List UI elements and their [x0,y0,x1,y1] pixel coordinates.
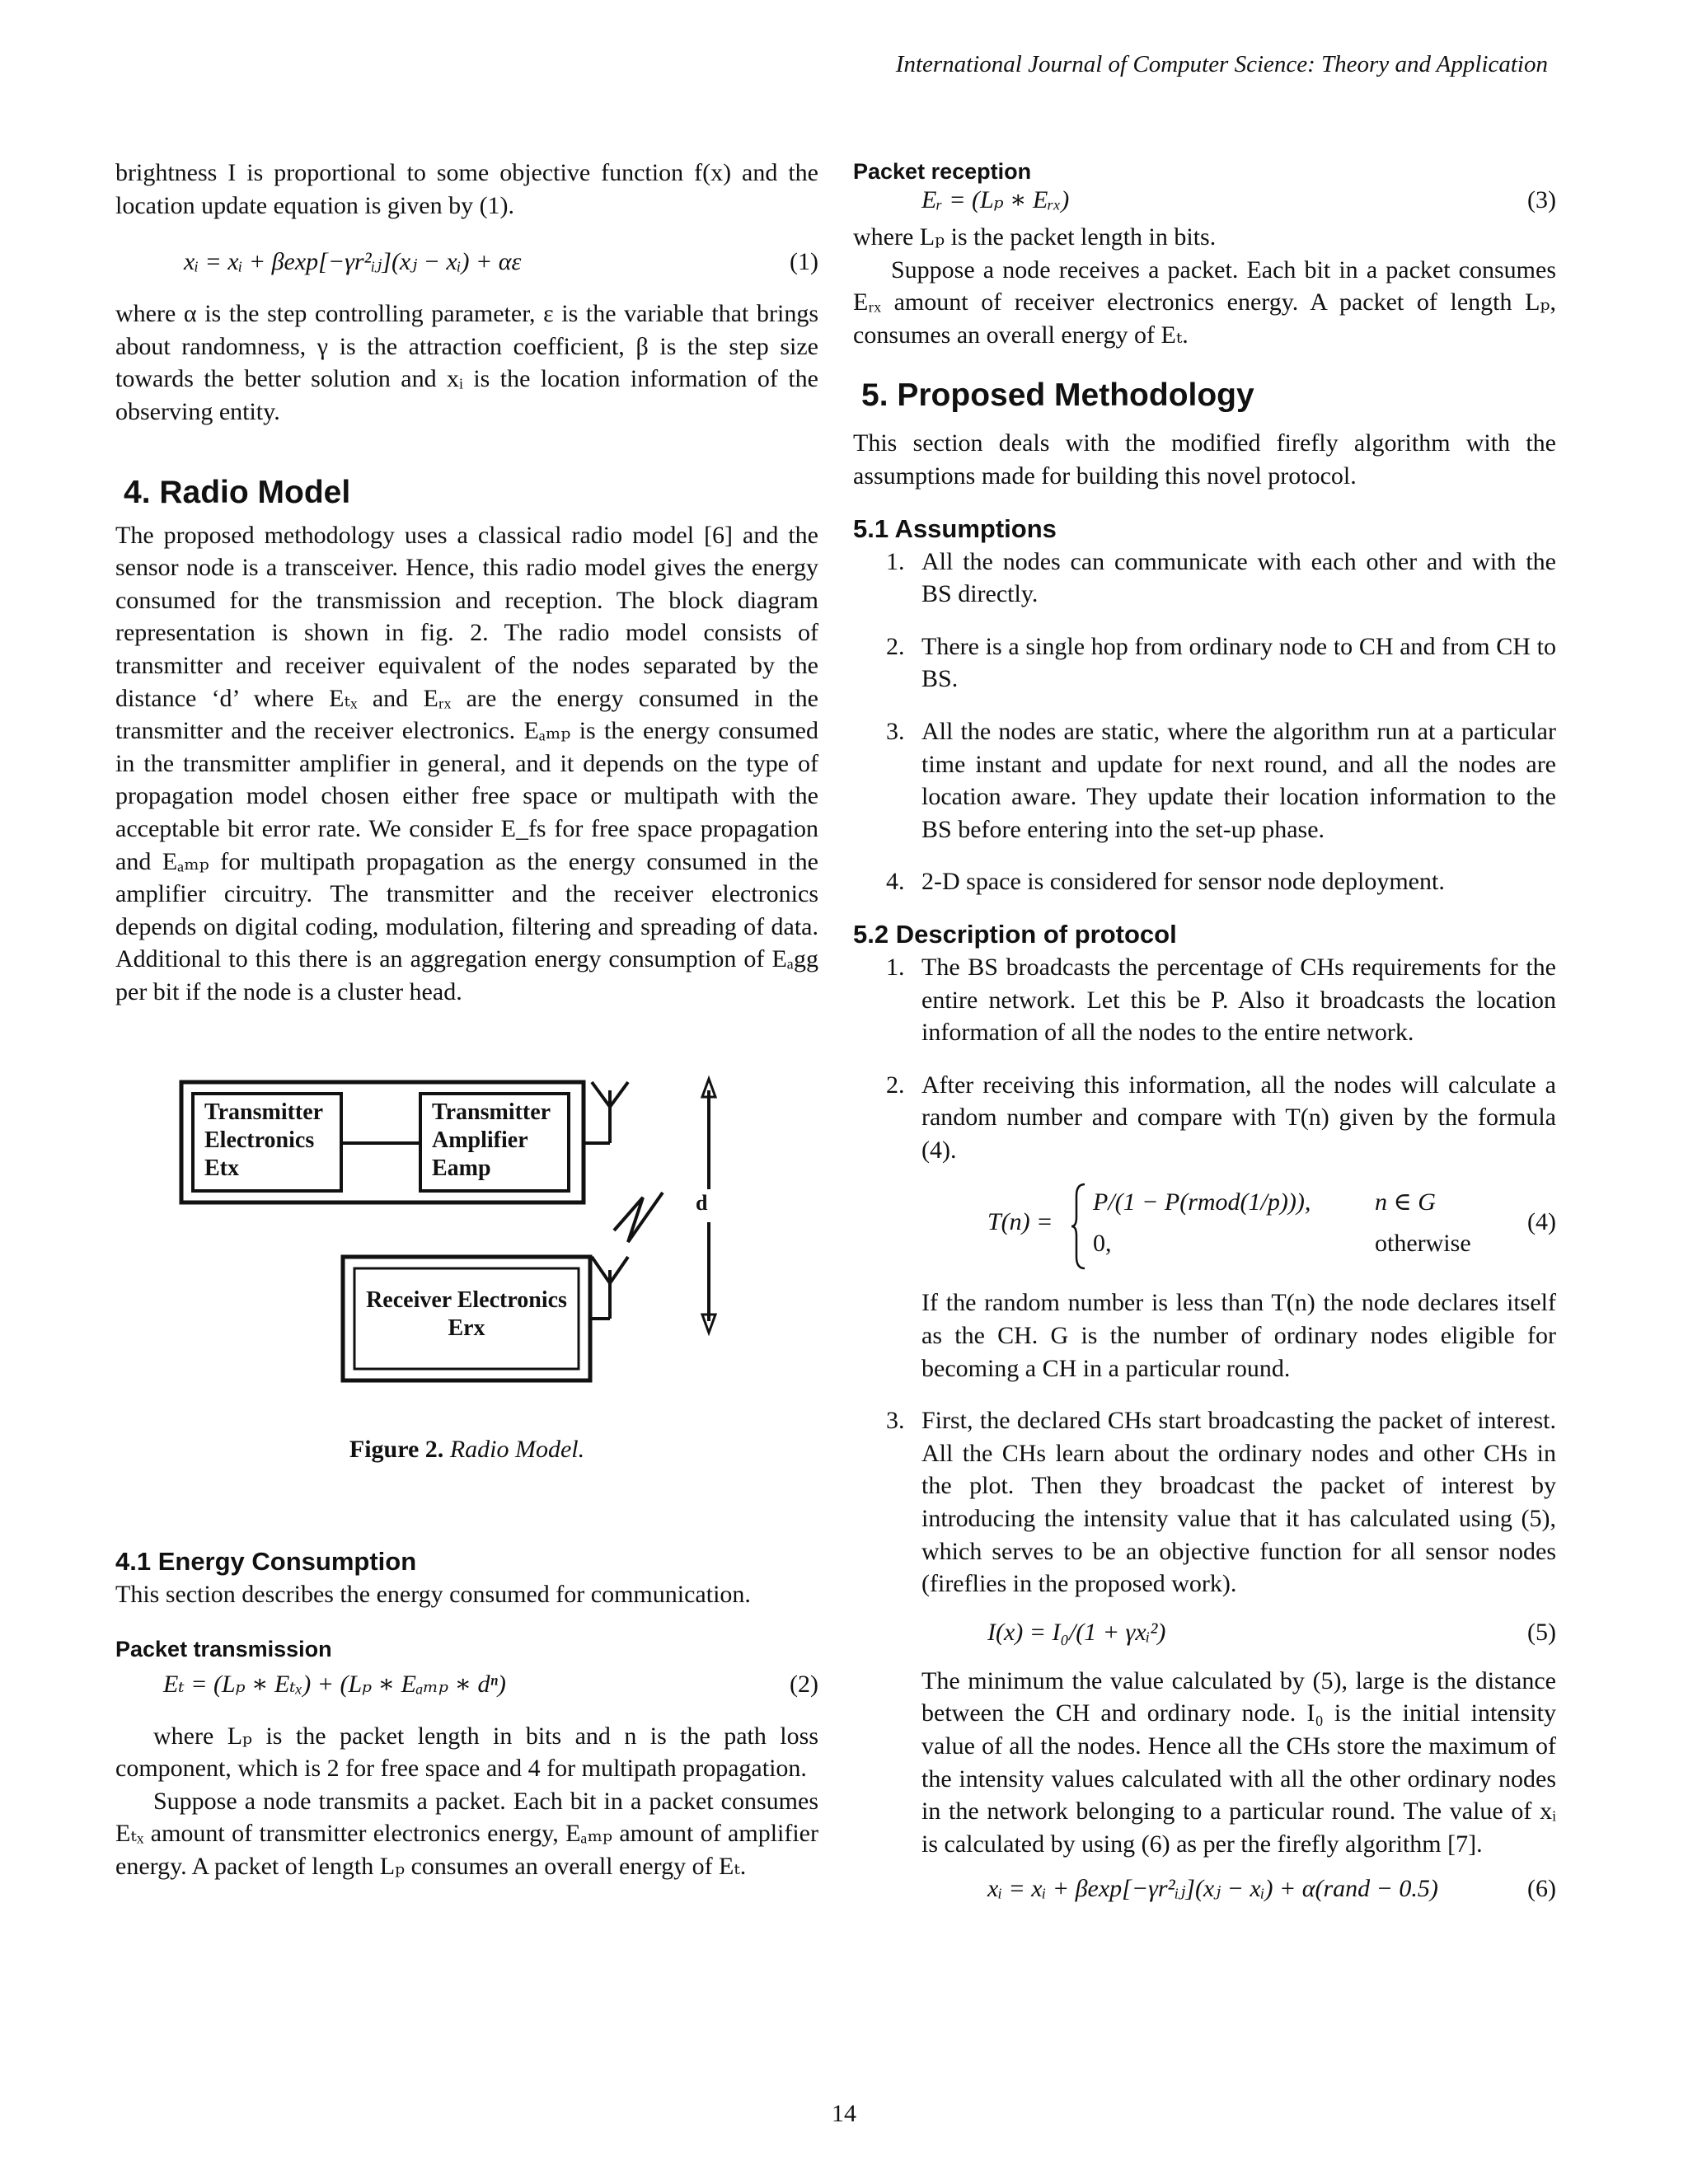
equation-1-number: (1) [790,248,818,276]
packet-transmission-title: Packet transmission [115,1636,332,1661]
equation-4-number: (4) [1527,1208,1556,1236]
figure-2-caption: Figure 2. Radio Model. [349,1436,585,1464]
equation-4-case-1: P/(1 − P(rmod(1/p))), [1093,1188,1311,1216]
paragraph-after-eq2: where Lₚ is the packet length in bits and n is the path loss component, which is 2 for free space and 4 for multipath propagation. [115,1722,818,1783]
paragraph-after-eq3: where Lₚ is the packet length in bits. [853,223,1217,251]
equation-5-number: (5) [1527,1618,1556,1646]
intro-paragraph: brightness I is proportional to some objective function f(x) and the location update equation is given by (1). [115,159,818,219]
tx-electronics-label: Transmitter Electronics Etx [204,1099,324,1182]
equation-3-body: Eᵣ = (Lₚ ∗ Eᵣₓ) [921,186,1070,213]
left-column [115,157,818,1883]
protocol-step: 1. The BS broadcasts the percentage of CHs requirements for the entire network. Let this be P. Also it broadcasts the location information of all the nodes to the entire network. [886,953,1556,1047]
equation-3-number: (3) [1527,186,1556,213]
equation-4 [921,1181,1556,1272]
page-number: 14 [832,2100,856,2127]
equation-4-brace [1071,1181,1088,1272]
assumption-item: 3. All the nodes are static, where the algorithm run at a particular time instant and update for next round, and all the nodes are location aware. They update their location information to the BS before entering into the set-up phase. [886,717,1556,843]
section-4-paragraph: The proposed methodology uses a classical radio model [6] and the sensor node is a transceiver. Hence, this radio model gives the energy consumed for the transmission and reception. The block diagram representation is shown in fig. 2. The radio model consists of transmitter and receiver equivalent of the nodes separated by the distance ‘d’ where Eₜₓ and Eᵣₓ are the energy consumed in the transmitter and the receiver electronics. Eₐₘₚ is the energy consumed in the transmitter amplifier in general, and it depends on the type of propagation model chosen either free space or multipath with the acceptable bit error rate. We consider E_fs for free space propagation and Eₐₘₚ for multipath propagation as the energy consumed in the amplifier circuitry. The transmitter and the receiver electronics depends on digital coding, modulation, filtering and spreading of data. Additional to this there is an aggregation energy consumption of Eₐgg per bit if the node is a cluster head. [115,521,818,1005]
protocol-steps-list [853,951,1556,1910]
journal-header: International Journal of Computer Science: Theory and Application [895,51,1548,77]
section-5-title: 5. Proposed Methodology [861,377,1254,414]
equation-6-body: xᵢ = xᵢ + βexp[−γr²ᵢⱼ](xⱼ − xᵢ) + α(rand − 0.5) [987,1875,1438,1903]
equation-5-body: I(x) = I₀/(1 + γxᵢ²) [987,1618,1166,1646]
section-4-title: 4. Radio Model [124,474,351,510]
equation-2-number: (2) [790,1670,818,1698]
equation-1 [115,241,818,283]
equation-4-condition-1: n ∈ G [1375,1188,1436,1216]
section-4-1-paragraph: This section describes the energy consumed for communication. [115,1581,751,1609]
equation-5 [921,1612,1556,1653]
paragraph-suppose-receive: Suppose a node receives a packet. Each bit in a packet consumes Eᵣₓ amount of receiver electronics energy. A packet of length Lₚ, consumes an overall energy of Eₜ. [853,255,1556,349]
paragraph-after-eq1: where α is the step controlling parameter, ε is the variable that brings about randomness, γ is the attraction coefficient, β is the step size towards the better solution and xᵢ is the location information of the observing entity. [115,300,818,425]
rx-electronics-label: Receiver Electronics Erx [366,1287,567,1342]
equation-4-lhs: T(n) = [987,1208,1053,1236]
assumptions-list [853,546,1556,898]
equation-4-condition-2: otherwise [1375,1230,1471,1258]
distance-label: d [696,1191,708,1216]
assumption-item: 1. All the nodes can communicate with each other and with the BS directly. [886,547,1556,608]
section-5-1-title: 5.1 Assumptions [853,513,1057,543]
equation-3 [853,180,1556,221]
packet-reception-title: Packet reception [853,159,1032,184]
assumption-item: 4. 2-D space is considered for sensor node deployment. [886,868,1445,896]
equation-4-case-2: 0, [1093,1230,1112,1258]
section-4-1-title: 4.1 Energy Consumption [115,1547,417,1577]
equation-2-body: Eₜ = (Lₚ ∗ Eₜₓ) + (Lₚ ∗ Eₐₘₚ ∗ dⁿ) [163,1670,506,1698]
equation-1-body: xᵢ = xᵢ + βexp[−γr²ᵢⱼ](xⱼ − xᵢ) + αε [184,248,522,276]
equation-6 [921,1868,1556,1910]
equation-2 [115,1664,818,1705]
wireless-link-zigzag [614,1193,663,1242]
tx-amplifier-label: Transmitter Amplifier Eamp [432,1099,551,1182]
right-column [853,157,1556,1910]
paragraph-suppose-transmit: Suppose a node transmits a packet. Each bit in a packet consumes Eₜₓ amount of transmitter electronics energy, Eₐₘₚ amount of amplifier energy. A packet of length Lₚ consumes an overall energy of Eₜ. [115,1787,818,1881]
protocol-step: 3. First, the declared CHs start broadcasting the packet of interest. All the CHs learn about the ordinary nodes and other CHs in the plot. Then they broadcast the packet of interest by introducing the intensity value that it has calculated using (5), which serves to be an objective function for all sensor nodes (fireflies in the proposed work). I(x) = I₀/(1 + γxᵢ²) (5) The minimum the value calculated by (5), large is the distance between the CH and ordinary node. I₀ is the initial intensity value of all the nodes. Hence all the CHs store the maximum of the intensity values calculated with all the other ordinary nodes in the network belonging to a particular round. The value of xᵢ is calculated by using (6) as per the firefly algorithm [7]. xᵢ = xᵢ + βexp[−γr²ᵢⱼ](xⱼ − xᵢ) + α(rand − 0.5) (6) [853,1404,1556,1910]
paragraph-after-eq5: The minimum the value calculated by (5), large is the distance between the CH and ordinary node. I₀ is the initial intensity value of all the nodes. Hence all the CHs store the maximum of the intensity values calculated with all the other ordinary nodes in the network belonging to a particular round. The value of xᵢ is calculated by using (6) as per the firefly algorithm [7]. [921,1666,1556,1858]
section-5-paragraph: This section deals with the modified firefly algorithm with the assumptions made for building this novel protocol. [853,429,1556,490]
equation-6-number: (6) [1527,1875,1556,1903]
section-5-2-title: 5.2 Description of protocol [853,919,1177,949]
radio-model-figure [115,1074,818,1420]
paragraph-after-eq4: If the random number is less than T(n) the node declares itself as the CH. G is the number of ordinary nodes eligible for becoming a CH in a particular round. [921,1289,1556,1382]
assumption-item: 2. There is a single hop from ordinary node to CH and from CH to BS. [886,632,1556,693]
protocol-step: 2. After receiving this information, all the nodes will calculate a random number and compare with T(n) given by the formula (4). T(n) = P/(1 − P(rmod(1/p))), n ∈ G 0, otherwise (4) If the random number is less than T(n) the node declares itself as the CH. G is the number of ordinary nodes eligible for becoming a CH in a particular round. [853,1069,1556,1385]
